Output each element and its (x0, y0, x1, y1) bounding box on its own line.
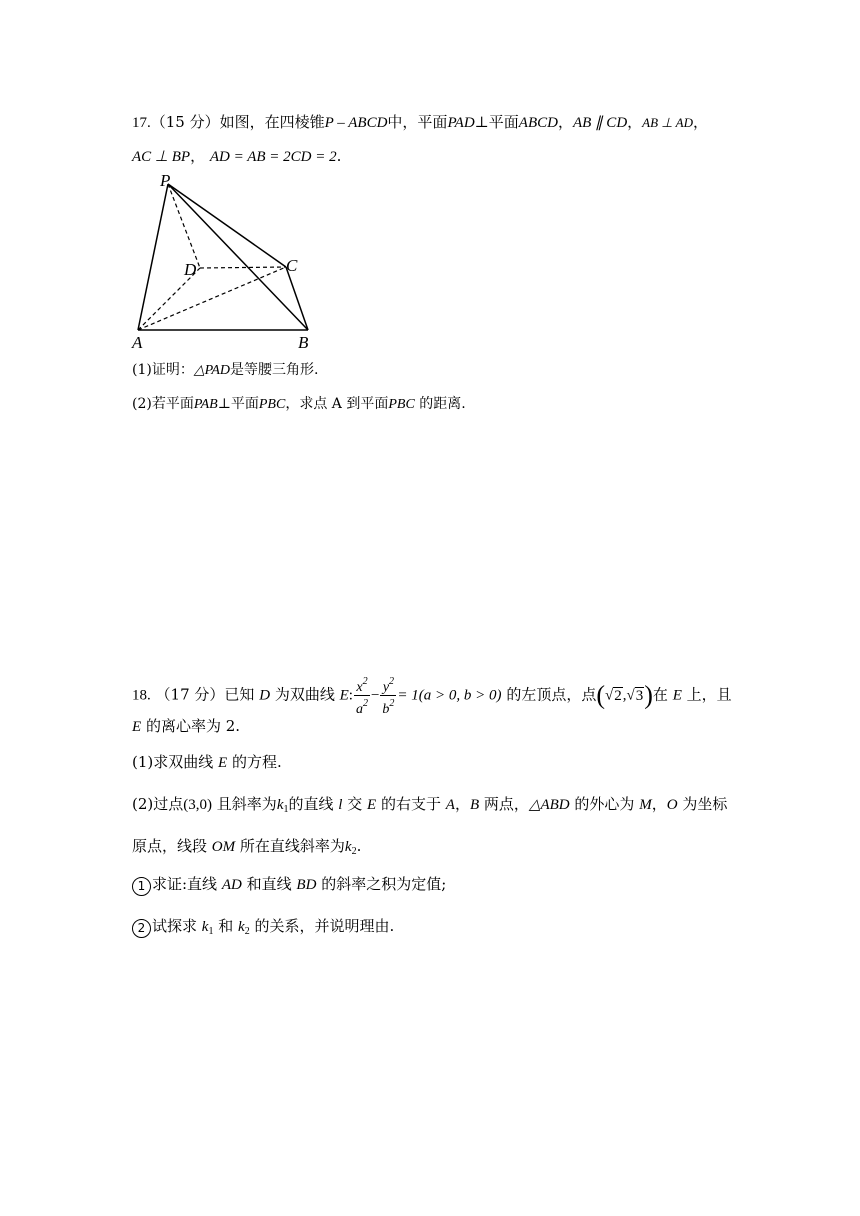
var-b: b (382, 702, 390, 717)
q18-text: 的左顶点，点 (506, 685, 597, 704)
q18-part2-text: 交 (347, 795, 363, 813)
q17-part2 (132, 394, 740, 415)
edge-dc (200, 267, 286, 268)
label-a: A (132, 333, 143, 352)
q17-intro: 如图，在四棱锥 (219, 113, 325, 131)
comma: ， (651, 795, 667, 813)
q18-text: 已知 (224, 685, 255, 704)
q18-part1-tail: 的方程. (232, 753, 282, 771)
var-o: O (666, 797, 678, 813)
var-b-point: B (469, 797, 480, 813)
exp-2: 2 (362, 698, 368, 709)
q17-part1 (132, 360, 740, 381)
edge-pd (168, 184, 200, 268)
sub-2: 2 (351, 846, 357, 857)
var-y: y (382, 680, 390, 695)
q18-sub1-tail: 的斜率之积为定值; (321, 875, 447, 893)
label-p: P (160, 172, 171, 190)
var-k: k (344, 839, 352, 855)
q18-sub1 (132, 874, 740, 896)
q18-part2-text: 的外心为 (574, 795, 635, 813)
var-a: a (355, 702, 363, 717)
q18-text: 上，且 (686, 685, 732, 704)
sqrt-3: 3 (635, 687, 644, 704)
pyramid-figure (128, 172, 328, 352)
exp-2: 2 (389, 698, 395, 709)
q18-part1 (132, 752, 740, 773)
q17-statement-line2 (132, 146, 740, 167)
var-x: x (356, 680, 363, 695)
q17-cond-lengths: AD = AB = 2CD = 2 (209, 149, 337, 165)
q18-part2-text: 所在直线斜率为 (239, 837, 345, 855)
segment-om: OM (211, 839, 236, 855)
q17-cond-perp: AB ⊥ AD (642, 115, 693, 130)
q17-part2-plane-pab: PAB (193, 397, 218, 412)
exp-2: 2 (362, 676, 368, 687)
q18-point-d: D (259, 687, 271, 704)
q18-part2-num: (2) (132, 795, 154, 813)
circled-number-1: 1 (132, 877, 151, 896)
q17-plane-abcd: ABCD (518, 115, 558, 131)
triangle-abd: △ABD (528, 797, 570, 813)
q17-part1-text: 证明： (151, 362, 194, 378)
var-k: k (276, 797, 284, 813)
q18-part2-text: 两点， (483, 795, 529, 813)
edge-bc (286, 267, 308, 330)
sub-1: 1 (283, 804, 289, 815)
line-ad: AD (221, 877, 242, 893)
q17-statement-line1 (132, 112, 740, 133)
comma: ， (454, 795, 470, 813)
q18-number: 18. (132, 687, 151, 704)
q18-part2-text: 的右支于 (380, 795, 441, 813)
var-k: k (238, 919, 245, 935)
line-bd: BD (296, 877, 317, 893)
label-d: D (184, 260, 197, 279)
frac-x2-a2 (354, 674, 370, 717)
q18-part1-text: 求双曲线 (153, 753, 214, 771)
var-k: k (201, 919, 209, 935)
q18-part2-line1 (132, 794, 740, 820)
q18-part2-text: 过点 (153, 795, 184, 813)
q17-part2-tail: 的距离. (419, 396, 466, 412)
q18-curve-e: E (672, 687, 682, 704)
q18-eccentricity: 的离心率为 2. (145, 717, 241, 735)
q18-sub2-tail: 的关系，并说明理由. (254, 917, 395, 935)
q18-sub1-text: 求证:直线 (152, 875, 218, 893)
q17-part2-text: 平面 (230, 396, 259, 412)
q17-cond-parallel: AB ∥ CD (572, 115, 628, 131)
sub-1: 1 (208, 926, 214, 937)
var-m: M (639, 797, 652, 813)
frac-y2-b2 (380, 674, 396, 717)
period: . (356, 837, 362, 855)
q18-eq-tail: = 1(a > 0, b > 0) (397, 687, 502, 704)
q18-part1-num: (1) (132, 753, 154, 771)
q17-score: （15 分） (150, 113, 220, 131)
sub-2: 2 (244, 926, 250, 937)
q18-part2-text: 的直线 (288, 795, 334, 813)
sqrt-2: 2 (614, 687, 622, 704)
perp-symbol: ⊥ (217, 396, 231, 412)
q17-part2-plane-pbc: PBC (258, 397, 286, 412)
q18-text: 在 (652, 685, 668, 704)
var-a-point: A (445, 797, 455, 813)
q18-sub1-text: 和直线 (246, 875, 292, 893)
q17-cond-ac-bp: AC ⊥ BP (132, 149, 191, 165)
perp-symbol: ⊥ (474, 113, 489, 131)
q17-pyramid: P – ABCD (324, 115, 388, 131)
q18-score: （17 分） (155, 685, 225, 704)
q18-sub2 (132, 916, 740, 942)
q17-number: 17. (132, 115, 151, 131)
q18-part2-text: 为坐标 (682, 795, 728, 813)
label-c: C (286, 256, 298, 275)
q17-part1-triangle: △PAD (193, 363, 231, 378)
q18-curve-e: E (339, 687, 349, 704)
comma: ， (627, 113, 643, 131)
q17-text: 中，平面 (387, 113, 448, 131)
q18-part2-text: 且斜率为 (216, 795, 277, 813)
q18-sub2-text: 试探求 (152, 917, 198, 935)
q17-part2-text: 若平面 (151, 396, 194, 412)
edge-pc (168, 184, 286, 267)
q18-point-30: (3,0) (183, 797, 213, 813)
exp-2: 2 (389, 676, 395, 687)
comma: ， (190, 147, 206, 165)
q17-text: 平面 (488, 113, 519, 131)
q18-curve-e: E (132, 719, 142, 735)
q18-text: 为双曲线 (274, 685, 335, 704)
q17-plane-pad: PAD (447, 115, 475, 131)
label-b: B (298, 333, 309, 352)
q18-curve-e: E (218, 755, 228, 771)
var-l: l (338, 797, 343, 813)
colon: : (348, 687, 353, 704)
comma: ， (692, 113, 708, 131)
period: . (336, 147, 342, 165)
edge-ac (138, 267, 286, 330)
q17-part1-num: (1) (132, 362, 152, 378)
q18-statement-line1: 18. （17 分）已知 D 为双曲线 E: $\frac{x^2}{a^2}$ − $\frac{y^2}{b^2}$ = 1(a > 0, b > 0) 的左顶点，点(√2,√3)在 E 上，且 (132, 676, 732, 717)
q18-part2-text: 原点，线段 (132, 837, 208, 855)
q17-part2-text: ，求点 A 到平面 (285, 396, 389, 412)
q17-part2-plane-pbc: PBC (388, 397, 415, 412)
circled-number-2: 2 (132, 919, 151, 938)
q18-part2-line2 (132, 836, 740, 862)
q17-part1-tail: 是等腰三角形. (230, 362, 319, 378)
q17-part2-num: (2) (132, 396, 152, 412)
q18-sub2-text: 和 (218, 917, 234, 935)
comma: ， (557, 113, 573, 131)
q18-statement-line2 (132, 716, 740, 737)
q18-curve-e: E (367, 797, 377, 813)
edge-pa (138, 184, 168, 330)
